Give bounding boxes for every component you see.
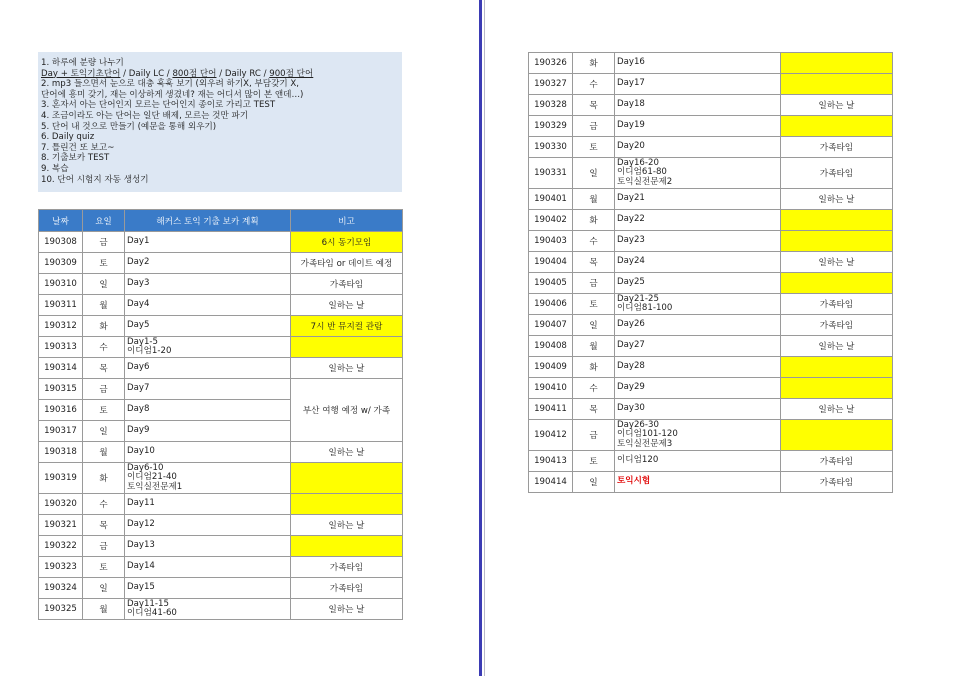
plan-line: Day24 — [617, 256, 645, 267]
cell-plan[interactable] — [125, 599, 291, 620]
cell-plan[interactable] — [125, 557, 291, 578]
cell-note[interactable]: 가족타임 — [781, 315, 893, 336]
cell-plan[interactable] — [125, 421, 291, 442]
cell-weekday[interactable]: 월 — [83, 295, 125, 316]
cell-date[interactable]: 190312 — [39, 316, 83, 337]
cell-date[interactable]: 190408 — [529, 336, 573, 357]
plan-line: 이디엄120 — [617, 455, 659, 466]
plan-line: Day19 — [617, 120, 645, 131]
cell-weekday[interactable]: 일 — [83, 421, 125, 442]
cell-plan[interactable] — [125, 274, 291, 295]
cell-weekday[interactable]: 월 — [573, 189, 615, 210]
plan-line: Day26 — [617, 319, 645, 330]
plan-line: 이디엄101-120 — [617, 429, 678, 440]
cell-weekday[interactable]: 금 — [83, 536, 125, 557]
cell-note[interactable] — [781, 53, 893, 74]
cell-date[interactable]: 190320 — [39, 494, 83, 515]
note-line: 단어에 흥미 갖기, 재는 이상하게 생겼네? 재는 어디서 많이 본 앤데…) — [41, 89, 304, 100]
table-row — [529, 273, 893, 294]
note-link-900: 900점 단어 — [269, 68, 314, 79]
plan-line: Day8 — [127, 404, 150, 415]
cell-plan[interactable] — [615, 95, 781, 116]
cell-date[interactable]: 190324 — [39, 578, 83, 599]
cell-note[interactable]: 일하는 날 — [781, 399, 893, 420]
table-row — [529, 451, 893, 472]
plan-line: 토익실전문제2 — [617, 176, 673, 187]
table-row — [529, 95, 893, 116]
cell-note[interactable]: 일하는 날 — [781, 252, 893, 273]
cell-note[interactable] — [781, 378, 893, 399]
cell-note[interactable]: 일하는 날 — [781, 336, 893, 357]
plan-line: Day7 — [127, 383, 150, 394]
cell-plan[interactable] — [125, 253, 291, 274]
cell-date[interactable]: 190316 — [39, 400, 83, 421]
cell-note[interactable] — [291, 337, 403, 358]
cell-weekday[interactable]: 화 — [83, 463, 125, 494]
cell-date[interactable]: 190327 — [529, 74, 573, 95]
table-row — [529, 189, 893, 210]
cell-weekday[interactable]: 금 — [83, 232, 125, 253]
cell-plan[interactable] — [125, 337, 291, 358]
plan-line: Day29 — [617, 382, 645, 393]
cell-plan[interactable] — [615, 74, 781, 95]
cell-weekday[interactable]: 수 — [573, 231, 615, 252]
cell-note[interactable]: 일하는 날 — [291, 442, 403, 463]
note-line: 9. 복습 — [41, 163, 69, 174]
header-plan: 해커스 토익 기출 보카 계획 — [125, 210, 291, 232]
note-line: 7. 틀린건 또 보고~ — [41, 142, 115, 153]
plan-line: Day18 — [617, 99, 645, 110]
cell-plan[interactable] — [125, 316, 291, 337]
plan-line: Day30 — [617, 403, 645, 414]
cell-note[interactable]: 가족타임 — [781, 294, 893, 315]
note-line: 6. Daily quiz — [41, 132, 95, 143]
plan-line: Day22 — [617, 214, 645, 225]
cell-weekday[interactable]: 토 — [573, 137, 615, 158]
cell-note[interactable] — [781, 231, 893, 252]
plan-line: Day6 — [127, 362, 150, 373]
table-row — [39, 358, 403, 379]
plan-line: Day2 — [127, 257, 150, 268]
cell-date[interactable]: 190315 — [39, 379, 83, 400]
cell-date[interactable]: 190330 — [529, 137, 573, 158]
plan-line: Day21 — [617, 193, 645, 204]
cell-date[interactable]: 190319 — [39, 463, 83, 494]
cell-date[interactable]: 190314 — [39, 358, 83, 379]
cell-note[interactable]: 일하는 날 — [781, 95, 893, 116]
cell-date[interactable]: 190404 — [529, 252, 573, 273]
cell-note[interactable]: 7시 반 뮤지컬 관람 — [291, 316, 403, 337]
cell-weekday[interactable]: 일 — [573, 315, 615, 336]
table-row — [529, 74, 893, 95]
cell-note[interactable] — [291, 536, 403, 557]
table-row — [39, 463, 403, 494]
plan-line: Day12 — [127, 519, 155, 530]
cell-note[interactable]: 가족타임 — [291, 557, 403, 578]
table-row — [529, 357, 893, 378]
cell-note[interactable]: 일하는 날 — [291, 515, 403, 536]
header-weekday: 요일 — [83, 210, 125, 232]
cell-note[interactable] — [291, 463, 403, 494]
cell-weekday[interactable]: 토 — [573, 294, 615, 315]
cell-plan[interactable] — [615, 378, 781, 399]
cell-date[interactable]: 190412 — [529, 420, 573, 451]
plan-line: Day21-25 — [617, 293, 659, 304]
cell-date[interactable]: 190410 — [529, 378, 573, 399]
header-date: 날짜 — [39, 210, 83, 232]
cell-plan[interactable] — [125, 232, 291, 253]
table-row — [39, 536, 403, 557]
cell-date[interactable]: 190413 — [529, 451, 573, 472]
vocab-plan-table-march — [38, 209, 403, 620]
cell-date[interactable]: 190402 — [529, 210, 573, 231]
plan-line: Day5 — [127, 320, 150, 331]
plan-line: Day16 — [617, 57, 645, 68]
table-row — [39, 337, 403, 358]
plan-line: 이디엄41-60 — [127, 608, 177, 618]
table-row — [39, 295, 403, 316]
cell-date[interactable]: 190313 — [39, 337, 83, 358]
table-row — [529, 116, 893, 137]
cell-plan[interactable] — [615, 273, 781, 294]
cell-plan[interactable] — [125, 463, 291, 494]
cell-plan[interactable] — [615, 451, 781, 472]
cell-note[interactable]: 일하는 날 — [291, 599, 403, 620]
cell-date[interactable]: 190325 — [39, 599, 83, 620]
plan-line: Day13 — [127, 540, 155, 551]
table-row — [39, 274, 403, 295]
cell-note[interactable] — [291, 494, 403, 515]
cell-weekday[interactable]: 일 — [573, 158, 615, 189]
cell-note[interactable]: 가족타임 — [781, 472, 893, 493]
cell-note[interactable]: 가족타임 — [291, 274, 403, 295]
cell-weekday[interactable]: 토 — [83, 400, 125, 421]
cell-weekday[interactable]: 금 — [83, 379, 125, 400]
note-line: 4. 조금이라도 아는 단어는 일단 배제, 모르는 것만 파기 — [41, 110, 249, 121]
cell-date[interactable]: 190329 — [529, 116, 573, 137]
plan-line: Day6-10 — [127, 462, 164, 473]
plan-line: Day9 — [127, 425, 150, 436]
cell-date[interactable]: 190323 — [39, 557, 83, 578]
cell-weekday[interactable]: 금 — [573, 116, 615, 137]
cell-weekday[interactable]: 목 — [573, 95, 615, 116]
cell-date[interactable]: 190409 — [529, 357, 573, 378]
cell-note[interactable]: 가족타임 — [781, 137, 893, 158]
cell-weekday[interactable]: 일 — [83, 274, 125, 295]
plan-line: Day11 — [127, 498, 155, 509]
cell-date[interactable]: 190317 — [39, 421, 83, 442]
cell-date[interactable]: 190406 — [529, 294, 573, 315]
note-link-800: 800점 단어 — [172, 68, 217, 79]
table-row — [529, 53, 893, 74]
plan-line: 토익실전문제3 — [617, 438, 673, 449]
cell-weekday[interactable]: 목 — [83, 515, 125, 536]
plan-line: 토익실전문제1 — [127, 481, 183, 492]
plan-line: Day16-20 — [617, 157, 659, 168]
cell-date[interactable]: 190310 — [39, 274, 83, 295]
cell-weekday[interactable]: 수 — [573, 378, 615, 399]
cell-plan[interactable] — [615, 189, 781, 210]
plan-line: 이디엄1-20 — [127, 346, 172, 356]
cell-plan[interactable] — [615, 158, 781, 189]
plan-line: Day20 — [617, 141, 645, 152]
note-line — [41, 69, 402, 80]
table-row — [529, 472, 893, 493]
cell-date[interactable]: 190311 — [39, 295, 83, 316]
cell-date[interactable]: 190308 — [39, 232, 83, 253]
header-note: 비고 — [291, 210, 403, 232]
cell-weekday[interactable]: 목 — [573, 399, 615, 420]
cell-plan[interactable] — [125, 494, 291, 515]
cell-weekday[interactable]: 일 — [83, 578, 125, 599]
cell-plan[interactable] — [125, 400, 291, 421]
cell-date[interactable]: 190403 — [529, 231, 573, 252]
cell-date[interactable]: 190414 — [529, 472, 573, 493]
table-row — [529, 336, 893, 357]
plan-line: Day25 — [617, 277, 645, 288]
table-row — [529, 315, 893, 336]
plan-line: Day17 — [617, 78, 645, 89]
table-row — [39, 379, 403, 400]
table-row — [529, 378, 893, 399]
note-sep: / Daily LC / — [120, 68, 173, 79]
cell-note[interactable]: 6시 동기모임 — [291, 232, 403, 253]
cell-date[interactable]: 190411 — [529, 399, 573, 420]
cell-plan[interactable] — [615, 231, 781, 252]
page-divider — [479, 0, 482, 676]
plan-line: Day10 — [127, 446, 155, 457]
table-row — [39, 442, 403, 463]
note-line: 8. 기출보카 TEST — [41, 153, 110, 164]
note-line: 3. 혼자서 아는 단어인지 모르는 단어인지 종이로 가리고 TEST — [41, 100, 276, 111]
cell-weekday[interactable]: 금 — [573, 420, 615, 451]
cell-note[interactable] — [781, 116, 893, 137]
plan-line: Day15 — [127, 582, 155, 593]
plan-line: Day26-30 — [617, 419, 659, 430]
cell-plan[interactable] — [615, 210, 781, 231]
cell-weekday[interactable]: 화 — [573, 357, 615, 378]
note-line: 5. 단어 내 것으로 만들기 (예문을 통해 외우기) — [41, 121, 217, 132]
plan-line: 이디엄61-80 — [617, 167, 667, 178]
cell-weekday[interactable]: 토 — [573, 451, 615, 472]
cell-plan[interactable] — [615, 53, 781, 74]
cell-plan[interactable] — [615, 315, 781, 336]
cell-weekday[interactable]: 월 — [573, 336, 615, 357]
note-line: 1. 하루에 분량 나누기 — [41, 58, 124, 68]
vocab-plan-table-april — [528, 52, 893, 493]
table-row — [529, 137, 893, 158]
cell-date[interactable]: 190401 — [529, 189, 573, 210]
cell-date[interactable]: 190331 — [529, 158, 573, 189]
table-row — [529, 420, 893, 451]
table-row — [39, 578, 403, 599]
table-row — [529, 158, 893, 189]
cell-note[interactable]: 가족타임 — [291, 578, 403, 599]
cell-note[interactable]: 가족타임 — [781, 158, 893, 189]
cell-weekday[interactable]: 월 — [83, 599, 125, 620]
plan-line: Day3 — [127, 278, 150, 289]
cell-note[interactable]: 가족타임 or 데이트 예정 — [291, 253, 403, 274]
cell-plan[interactable] — [615, 252, 781, 273]
cell-note[interactable]: 일하는 날 — [291, 358, 403, 379]
table-row — [39, 599, 403, 620]
cell-weekday[interactable]: 목 — [83, 358, 125, 379]
cell-plan[interactable] — [615, 357, 781, 378]
cell-plan[interactable] — [125, 295, 291, 316]
table-row — [39, 232, 403, 253]
cell-plan[interactable] — [125, 515, 291, 536]
cell-date[interactable]: 190318 — [39, 442, 83, 463]
cell-plan[interactable] — [125, 358, 291, 379]
cell-weekday[interactable]: 수 — [83, 494, 125, 515]
cell-date[interactable]: 190326 — [529, 53, 573, 74]
note-line: 2. mp3 들으면서 눈으로 대충 훅훅 보기 (외우려 하기X, 부담갖기 X, — [41, 79, 300, 90]
cell-note[interactable] — [781, 357, 893, 378]
plan-line: Day23 — [617, 235, 645, 246]
cell-date[interactable]: 190405 — [529, 273, 573, 294]
cell-weekday[interactable]: 월 — [83, 442, 125, 463]
plan-line: 토익시험 — [617, 476, 651, 487]
plan-line: Day11-15 — [127, 598, 169, 609]
cell-plan[interactable] — [615, 336, 781, 357]
cell-date[interactable]: 190309 — [39, 253, 83, 274]
cell-weekday[interactable]: 토 — [83, 557, 125, 578]
plan-line: Day1-5 — [127, 336, 159, 347]
cell-date[interactable]: 190322 — [39, 536, 83, 557]
cell-note[interactable]: 일하는 날 — [291, 295, 403, 316]
cell-note[interactable] — [781, 420, 893, 451]
cell-weekday[interactable]: 토 — [83, 253, 125, 274]
plan-line: Day1 — [127, 236, 150, 247]
cell-plan[interactable] — [125, 379, 291, 400]
cell-plan[interactable] — [615, 399, 781, 420]
note-line: 10. 단어 시험지 자동 생성기 — [41, 174, 149, 185]
table-row — [529, 252, 893, 273]
cell-weekday[interactable]: 수 — [83, 337, 125, 358]
cell-plan[interactable] — [125, 578, 291, 599]
cell-note[interactable] — [781, 210, 893, 231]
cell-weekday[interactable]: 화 — [573, 210, 615, 231]
table-row — [529, 231, 893, 252]
table-row — [39, 515, 403, 536]
cell-plan[interactable] — [615, 472, 781, 493]
table-row — [529, 210, 893, 231]
page-divider-shadow — [484, 0, 485, 676]
table-row — [39, 253, 403, 274]
note-link-day: Day + 토익기초단어 — [41, 68, 121, 79]
cell-plan[interactable] — [615, 137, 781, 158]
study-method-notes — [38, 52, 402, 192]
plan-line: 이디엄81-100 — [617, 303, 673, 313]
cell-weekday[interactable]: 화 — [83, 316, 125, 337]
plan-line: 이디엄21-40 — [127, 472, 177, 483]
cell-plan[interactable] — [125, 536, 291, 557]
table-header-row — [39, 210, 403, 232]
cell-date[interactable]: 190321 — [39, 515, 83, 536]
cell-weekday[interactable]: 목 — [573, 252, 615, 273]
cell-weekday[interactable]: 화 — [573, 53, 615, 74]
cell-plan[interactable] — [615, 116, 781, 137]
plan-line: Day27 — [617, 340, 645, 351]
cell-date[interactable]: 190407 — [529, 315, 573, 336]
cell-weekday[interactable]: 일 — [573, 472, 615, 493]
cell-date[interactable]: 190328 — [529, 95, 573, 116]
plan-line: Day4 — [127, 299, 150, 310]
table-row — [39, 557, 403, 578]
cell-plan[interactable] — [615, 420, 781, 451]
cell-note[interactable] — [781, 74, 893, 95]
cell-note-merged[interactable]: 부산 여행 예정 w/ 가족 — [291, 379, 403, 442]
cell-plan[interactable] — [615, 294, 781, 315]
table-row — [39, 316, 403, 337]
plan-line: Day14 — [127, 561, 155, 572]
cell-note[interactable]: 일하는 날 — [781, 189, 893, 210]
cell-note[interactable] — [781, 273, 893, 294]
note-sep: / Daily RC / — [216, 68, 270, 79]
plan-line: Day28 — [617, 361, 645, 372]
table-row — [39, 494, 403, 515]
cell-weekday[interactable]: 금 — [573, 273, 615, 294]
cell-plan[interactable] — [125, 442, 291, 463]
table-row — [529, 399, 893, 420]
cell-weekday[interactable]: 수 — [573, 74, 615, 95]
table-row — [529, 294, 893, 315]
cell-note[interactable]: 가족타임 — [781, 451, 893, 472]
